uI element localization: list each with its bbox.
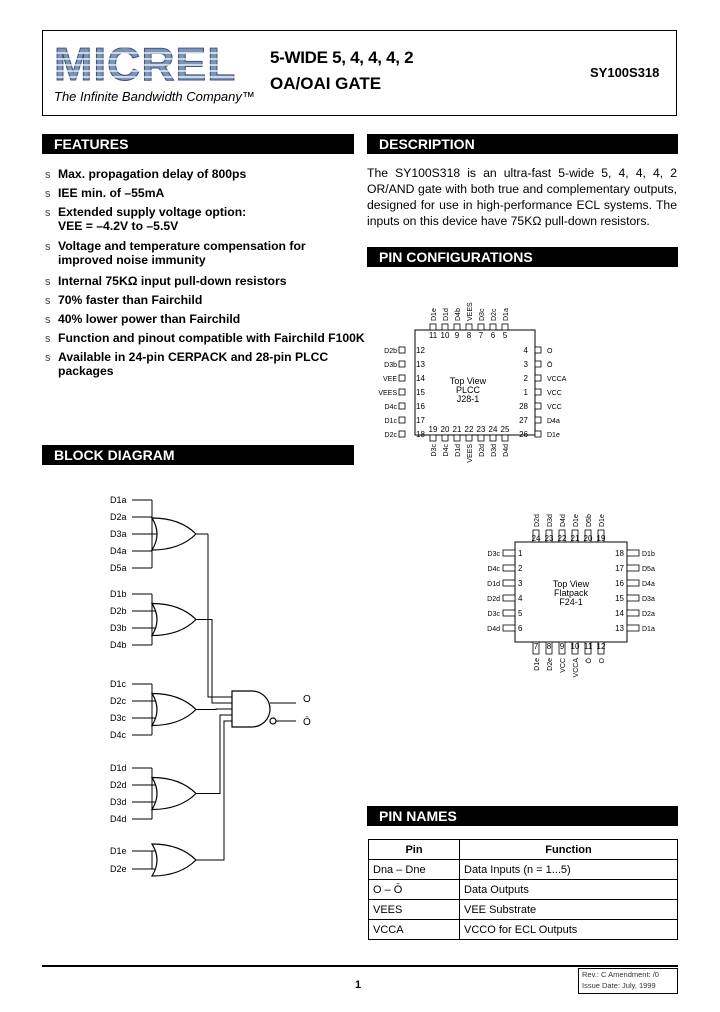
plcc-pin [399,403,405,409]
plcc-pin-label: D3d [491,444,498,457]
pin-config-diagram [360,275,690,690]
document-title-line1: 5-WIDE 5, 4, 4, 4, 2 [270,48,414,67]
plcc-label2: PLCC [455,385,481,395]
flatpack-pin-label: D1d [487,581,500,588]
output-true-label: O [303,694,311,705]
plcc-pin-number: 11 [428,331,438,340]
input-label: D3c [110,713,127,723]
plcc-pin-label: VEES [467,302,474,321]
plcc-pin [535,417,541,423]
feature-item: IEE min. of –55mA [58,186,165,200]
function-cell: VEE Substrate [460,900,678,920]
plcc-pin [442,324,448,330]
plcc-pin [454,435,460,441]
input-label: D3a [110,529,127,539]
plcc-pin-label: D1e [431,308,438,321]
plcc-pin-number: 6 [490,331,496,340]
feature-bullet: s [45,188,51,200]
flatpack-pin [627,610,639,616]
pin-cell: VEES [369,900,460,920]
flatpack-pin-label: D4a [642,581,655,588]
flatpack-pin-label: D4c [487,566,500,573]
pin-names-header-row [369,840,678,860]
plcc-pin-number: 2 [523,374,528,383]
plcc-pin [430,324,436,330]
feature-item: packages [58,364,114,378]
pin-names-row [369,900,678,920]
function-cell: Data Outputs [460,880,678,900]
input-label: D1a [110,495,127,505]
flatpack-pin-label: VCC [560,658,567,673]
plcc-pin-number: 20 [440,425,450,434]
flatpack-pin-number: 14 [615,609,624,618]
input-label: D3b [110,623,127,633]
flatpack-pin-number: 20 [583,534,593,543]
flatpack-pin-label: D1e [534,658,541,671]
feature-bullet: s [45,352,51,364]
plcc-pin-label: O [547,348,553,355]
plcc-pin [478,435,484,441]
flatpack-pin-label: O [599,658,606,664]
input-label: D3d [110,797,127,807]
plcc-pin-label: VCCA [547,376,567,383]
plcc-pin-label: D1c [384,418,397,425]
plcc-pin-number: 16 [416,402,425,411]
feature-item: Internal 75KΩ input pull-down resistors [58,274,287,288]
feature-item: VEE = –4.2V to –5.5V [58,219,179,233]
flatpack-pin-number: 18 [615,549,624,558]
feature-item: Voltage and temperature compensation for [58,239,306,253]
plcc-pin-label: D4a [547,418,560,425]
plcc-pin-label: D1d [443,308,450,321]
description-heading: DESCRIPTION [367,134,678,154]
pin-names-row [369,860,678,880]
feature-bullet: s [45,295,51,307]
document-title-line2: OA/OAI GATE [270,74,382,93]
flatpack-pin [627,580,639,586]
plcc-pin [399,417,405,423]
plcc-pin [454,324,460,330]
plcc-pin [399,375,405,381]
plcc-pin-number: 17 [416,416,425,425]
plcc-pin-label: VCC [547,390,562,397]
plcc-pin [535,431,541,437]
input-label: D4b [110,640,127,650]
plcc-pin-label: VEE [382,376,397,383]
input-label: D2e [110,864,127,874]
plcc-pin-number: 28 [519,402,528,411]
plcc-pin-number: 18 [416,430,425,439]
feature-item: 70% faster than Fairchild [58,293,203,307]
pin-cell: VCCA [369,920,460,940]
flatpack-pin-label: D2d [487,596,500,603]
flatpack-pin-number: 9 [559,642,565,651]
plcc-pin-number: 10 [440,331,450,340]
plcc-pin-number: 21 [452,425,462,434]
feature-item: Extended supply voltage option: [58,205,247,219]
input-label: D2d [110,780,127,790]
flatpack-pin-label: D2d [534,514,541,527]
and-input-wire [196,709,232,710]
plcc-pin [535,361,541,367]
feature-item: Function and pinout compatible with Fairchild F100K [58,331,365,345]
plcc-pin [535,389,541,395]
plcc-pin-label: VEES [378,390,397,397]
flatpack-pin-label: D1e [599,514,606,527]
micrel-logo [52,38,252,88]
feature-bullet: s [45,207,51,219]
or-gate [152,694,196,726]
flatpack-pin [627,595,639,601]
flatpack-pin-label: D3d [547,514,554,527]
pin-names-table [368,839,678,940]
flatpack-pin-label: Ō [586,658,593,664]
plcc-pin-number: 14 [416,374,425,383]
flatpack-pin-number: 4 [518,594,523,603]
flatpack-pin-label: D2e [547,658,554,671]
input-label: D5a [110,563,127,573]
flatpack-pin-label: D3c [487,611,500,618]
plcc-pin-label: VEES [467,444,474,463]
and-input-wire [196,620,232,704]
flatpack-pin-number: 15 [615,594,624,603]
and-input-wire [196,715,232,794]
flatpack-pin-label: D5b [586,514,593,527]
feature-item: 40% lower power than Fairchild [58,312,241,326]
flatpack-pin-number: 24 [531,534,541,543]
flatpack-label3: F24-1 [559,597,583,607]
description-text: The SY100S318 is an ultra-fast 5-wide 5, 4, 4, 4, 2 OR/AND gate with both true and complementary outputs, designed for use in high-performance ECL systems. The inputs on this device have 75KΩ pull-down resistors. [367,166,677,228]
plcc-pin [478,324,484,330]
plcc-pin [535,375,541,381]
plcc-pin-label: D3c [431,444,438,457]
plcc-pin [442,435,448,441]
plcc-pin [399,431,405,437]
feature-bullet: s [45,333,51,345]
plcc-pin [399,361,405,367]
input-label: D4c [110,730,127,740]
plcc-pin [502,435,508,441]
output-comp-label: Ō [303,717,311,728]
plcc-pin-number: 12 [416,346,425,355]
input-label: D2a [110,512,127,522]
input-label: D2c [110,696,127,706]
plcc-pin-label: D2c [491,308,498,321]
footer-rule [42,965,678,967]
svg-text:MICREL: MICREL [54,38,237,88]
plcc-pin-number: 7 [478,331,484,340]
flatpack-pin [627,625,639,631]
plcc-pin-label: D4d [503,444,510,457]
pin-column-header: Pin [369,840,460,860]
revision-box [578,968,678,994]
input-label: D2b [110,606,127,616]
page-number: 1 [355,979,362,991]
plcc-pin [430,435,436,441]
issue-date-line: Issue Date: July, 1999 [582,981,656,990]
flatpack-pin-number: 22 [557,534,567,543]
part-number: SY100S318 [590,65,660,80]
flatpack-pin-number: 21 [570,534,580,543]
flatpack-label1: Top View [552,579,590,589]
flatpack-pin-label: D1a [642,626,655,633]
revision-line: Rev.: C Amendment: /0 [582,970,659,979]
or-gate [152,844,196,876]
plcc-pin-number: 3 [523,360,528,369]
and-input-wire [196,721,232,860]
or-gate [152,518,196,550]
plcc-pin [399,347,405,353]
plcc-pin-label: D1a [503,308,510,321]
flatpack-pin-number: 10 [570,642,580,651]
plcc-pin-label: Ō [547,362,553,369]
plcc-pin-number: 22 [464,425,474,434]
flatpack-pin-label: D5a [642,566,655,573]
plcc-pin-number: 26 [519,430,528,439]
plcc-pin-number: 25 [500,425,510,434]
plcc-pin-number: 8 [466,331,472,340]
flatpack-pin-label: D4d [560,514,567,527]
flatpack-pin-number: 3 [518,579,523,588]
feature-bullet: s [45,169,51,181]
or-gate [152,604,196,636]
pin-names-row [369,920,678,940]
pin-names-heading: PIN NAMES [367,806,678,826]
plcc-pin-number: 13 [416,360,425,369]
tagline: The Infinite Bandwidth Company™ [54,89,255,104]
feature-bullet: s [45,241,51,253]
pin-cell: Dna – Dne [369,860,460,880]
plcc-pin-number: 27 [519,416,528,425]
plcc-label1: Top View [449,376,487,386]
plcc-pin-label: D4c [443,444,450,457]
inversion-bubble [270,718,276,724]
function-column-header: Function [460,840,678,860]
feature-item: Available in 24-pin CERPACK and 28-pin PLCC [58,350,329,364]
plcc-pin-number: 23 [476,425,486,434]
flatpack-pin [627,550,639,556]
input-label: D1e [110,846,127,856]
plcc-pin [466,435,472,441]
plcc-pin-number: 15 [416,388,425,397]
block-diagram-heading: BLOCK DIAGRAM [42,445,354,465]
flatpack-pin-number: 17 [615,564,624,573]
flatpack-pin-number: 23 [544,534,554,543]
flatpack-pin-number: 13 [615,624,624,633]
flatpack-pin-number: 12 [596,642,606,651]
flatpack-pin [503,550,515,556]
plcc-pin [535,347,541,353]
flatpack-pin-number: 6 [518,624,523,633]
plcc-pin [399,389,405,395]
plcc-pin-label: D3c [479,308,486,321]
flatpack-pin-number: 11 [583,642,593,651]
features-heading: FEATURES [42,134,354,154]
plcc-pin [502,324,508,330]
function-cell: VCCO for ECL Outputs [460,920,678,940]
plcc-pin-label: VCC [547,404,562,411]
flatpack-pin [503,565,515,571]
feature-item: Max. propagation delay of 800ps [58,167,247,181]
plcc-pin [490,324,496,330]
flatpack-pin [503,625,515,631]
plcc-pin-label: D1e [547,432,560,439]
input-label: D4a [110,546,127,556]
plcc-pin-number: 24 [488,425,498,434]
plcc-pin [466,324,472,330]
plcc-pin-label: D2b [384,348,397,355]
feature-bullet: s [45,276,51,288]
flatpack-label2: Flatpack [553,588,589,598]
flatpack-pin-number: 5 [518,609,523,618]
input-label: D4d [110,814,127,824]
flatpack-pin-label: D2a [642,611,655,618]
plcc-pin-label: D2d [479,444,486,457]
plcc-pin-number: 5 [502,331,508,340]
plcc-pin-number: 1 [523,388,528,397]
flatpack-pin [627,565,639,571]
flatpack-pin-number: 7 [533,642,539,651]
plcc-pin-label: D3b [384,362,397,369]
input-label: D1b [110,589,127,599]
feature-item: improved noise immunity [58,253,206,267]
flatpack-pin [503,610,515,616]
flatpack-pin-label: D1b [642,551,655,558]
or-gate [152,778,196,810]
pin-cell: O – Ō [369,880,460,900]
nand-gate [232,691,270,727]
flatpack-pin-number: 19 [596,534,606,543]
plcc-pin-label: D4c [384,404,397,411]
input-label: D1c [110,679,127,689]
feature-bullet: s [45,314,51,326]
flatpack-pin-label: D1e [573,514,580,527]
flatpack-pin-label: VCCA [573,658,580,678]
plcc-pin [490,435,496,441]
input-label: D1d [110,763,127,773]
flatpack-pin-label: D4d [487,626,500,633]
plcc-pin-number: 19 [428,425,438,434]
flatpack-pin-number: 2 [518,564,523,573]
block-diagram [100,485,340,885]
flatpack-pin-number: 8 [546,642,552,651]
plcc-pin-label: D2c [384,432,397,439]
flatpack-pin [503,580,515,586]
pin-names-row [369,880,678,900]
plcc-pin-label: D1d [455,444,462,457]
pin-config-heading: PIN CONFIGURATIONS [367,247,678,267]
flatpack-pin [503,595,515,601]
flatpack-pin-label: D3c [487,551,500,558]
function-cell: Data Inputs (n = 1...5) [460,860,678,880]
plcc-pin-number: 9 [454,331,460,340]
flatpack-pin-number: 16 [615,579,624,588]
flatpack-pin-label: D3a [642,596,655,603]
plcc-pin-label: D4b [455,308,462,321]
flatpack-pin-number: 1 [518,549,523,558]
plcc-pin [535,403,541,409]
plcc-label3: J28-1 [456,394,480,404]
plcc-pin-number: 4 [523,346,528,355]
